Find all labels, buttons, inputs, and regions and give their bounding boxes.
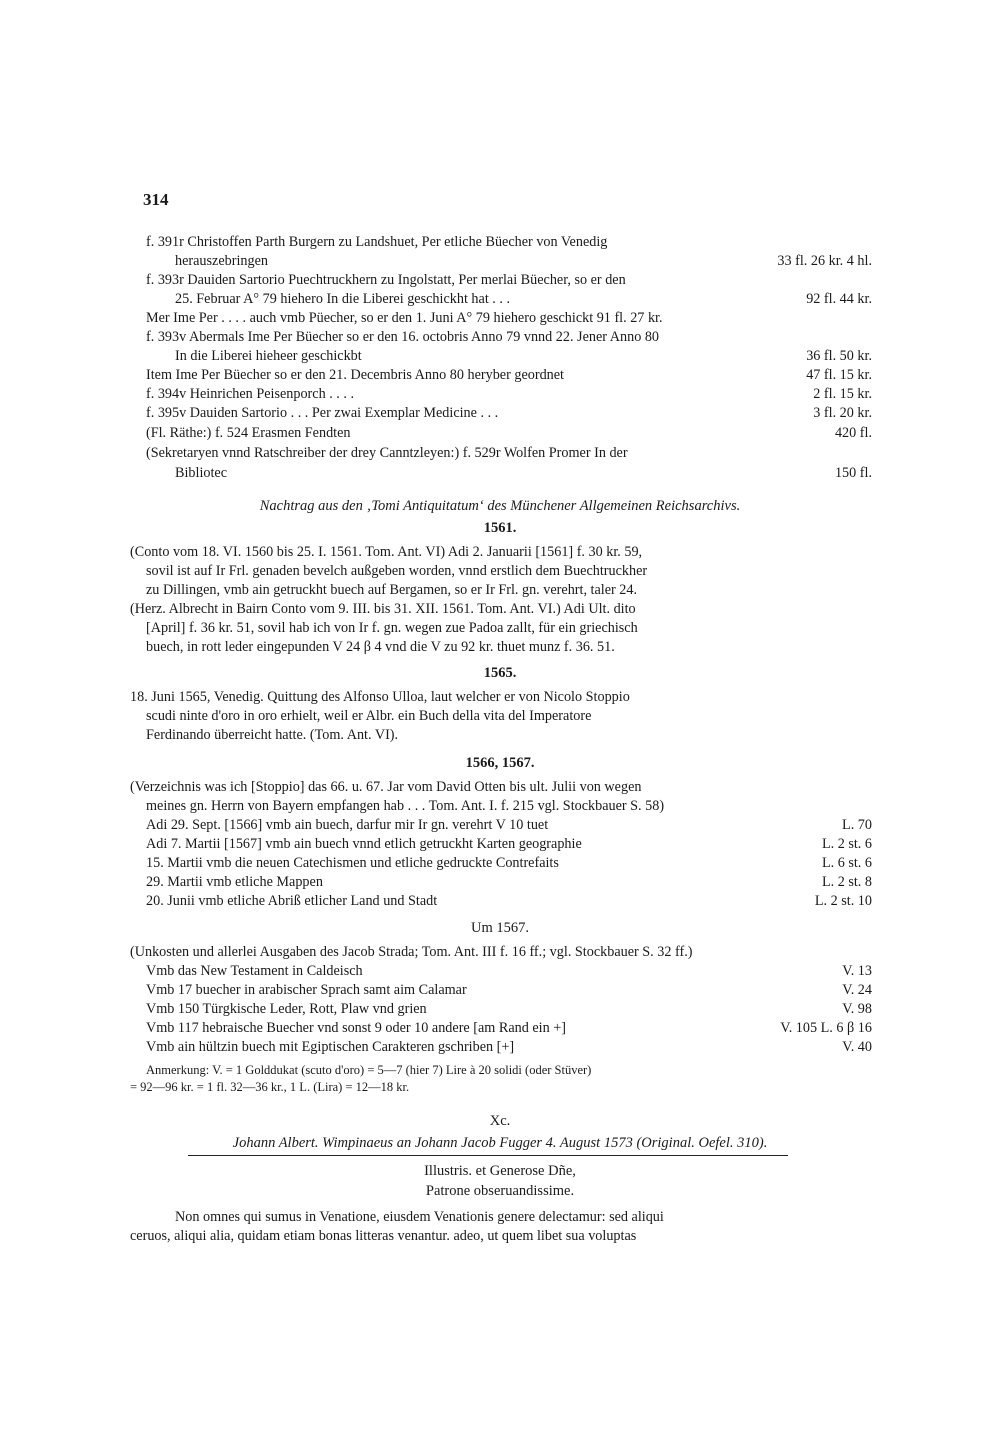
list-item-text: Adi 7. Martii [1567] vmb ain buech vnnd etlich getruckht Karten geographie [146, 836, 582, 852]
entry-amount: 92 fl. 44 kr. [806, 291, 872, 307]
list-item-text: 15. Martii vmb die neuen Catechismen und etliche gedruckte Contrefaits [146, 855, 559, 871]
entry-line [146, 404, 872, 423]
list-item-amount: V. 13 [842, 963, 872, 979]
entry-amount: 36 fl. 50 kr. [806, 348, 872, 364]
entry-line [146, 252, 872, 271]
list-item-text: Vmb 150 Türgkische Leder, Rott, Plaw vnd grien [146, 1001, 427, 1017]
entry-line: f. 393r Dauiden Sartorio Puechtruckhern zu Ingolstatt, Per merlai Büecher, so er den [146, 272, 626, 288]
heading-underline [188, 1155, 788, 1156]
para-line: (Herz. Albrecht in Bairn Conto vom 9. III. bis 31. XII. 1561. Tom. Ant. VI.) Adi Ult. dito [130, 601, 636, 617]
para-line: [April] f. 36 kr. 51, sovil hab ich von Ir f. gn. wegen zue Padoa zallt, für ein griechisch [146, 620, 638, 636]
list-item-text: 29. Martii vmb etliche Mappen [146, 874, 323, 890]
list-item [146, 981, 872, 1000]
list-item [146, 1000, 872, 1019]
para-line: (Conto vom 18. VI. 1560 bis 25. I. 1561. Tom. Ant. VI) Adi 2. Januarii [1561] f. 30 kr. 59, [130, 544, 643, 560]
list-item [146, 962, 872, 981]
list-item-text: Vmb das New Testament in Caldeisch [146, 963, 363, 979]
entry-text: Item Ime Per Büecher so er den 21. Decembris Anno 80 heryber geordnet [146, 367, 564, 383]
letter-line: ceruos, aliqui alia, quidam etiam bonas litteras venantur. adeo, ut quem libet sua voluptas [130, 1228, 637, 1244]
entry-line [146, 464, 872, 483]
nachtrag-heading: Nachtrag aus den ‚Tomi Antiquitatum‘ des Münchener Allgemeinen Reichsarchivs. [259, 498, 741, 514]
entry-line: (Sekretaryen vnnd Ratschreiber der drey Canntzleyen:) f. 529r Wolfen Promer In der [146, 445, 628, 461]
list-item-text: Vmb ain hültzin buech mit Egiptischen Carakteren gschriben [+] [146, 1039, 515, 1055]
para-line: 18. Juni 1565, Venedig. Quittung des Alfonso Ulloa, laut welcher er von Nicolo Stoppio [130, 689, 630, 705]
para-line: sovil ist auf Ir Frl. genaden bevelch außgeben worden, vnnd erstlich dem Buechtruckher [146, 563, 648, 579]
list-item-amount: L. 2 st. 8 [821, 874, 872, 890]
entry-text: herauszebringen [175, 253, 268, 269]
list-item-amount: L. 70 [842, 817, 872, 833]
entry-line [146, 347, 872, 366]
list-item [146, 1019, 872, 1038]
entry-amount: 2 fl. 15 kr. [813, 386, 872, 402]
year-heading-1566: 1566, 1567. [465, 755, 535, 771]
entry-line: f. 391r Christoffen Parth Burgern zu Landshuet, Per etliche Büecher von Venedig [146, 234, 608, 250]
entry-amount: 150 fl. [834, 465, 872, 481]
entry-text: (Fl. Räthe:) f. 524 Erasmen Fendten [146, 425, 351, 441]
para-line: buech, in rott leder eingepunden V 24 β 4 vnd die V zu 92 kr. thuet munz f. 36. 51. [146, 639, 615, 655]
para-line: (Verzeichnis was ich [Stoppio] das 66. u. 67. Jar vom David Otten bis ult. Julii von wegen [130, 779, 642, 795]
salutation-line: Patrone obseruandissime. [425, 1183, 575, 1199]
entry-text: f. 394v Heinrichen Peisenporch . . . . [146, 386, 355, 402]
para-line: scudi ninte d'oro in oro erhielt, weil er Albr. ein Buch della vita del Imperatore [146, 708, 592, 724]
list-item [146, 854, 872, 873]
list-item-amount: L. 2 st. 10 [814, 893, 872, 909]
entry-text: f. 395v Dauiden Sartorio . . . Per zwai Exemplar Medicine . . . [146, 405, 499, 421]
list-item-amount: V. 40 [842, 1039, 872, 1055]
year-heading-um1567: Um 1567. [471, 920, 529, 936]
list-item [146, 873, 872, 892]
para-line: zu Dillingen, vmb ain getruckht buech auf Bergamen, so er Ir Frl. gn. verehrt, taler 24. [146, 582, 638, 598]
list-item [146, 1038, 872, 1057]
year-heading-1561: 1561. [483, 520, 517, 536]
para-line: (Unkosten und allerlei Ausgaben des Jacob Strada; Tom. Ant. III f. 16 ff.; vgl. Stockbauer S. 32 ff.) [130, 944, 693, 960]
list-item-text: Vmb 117 hebraische Buecher vnd sonst 9 oder 10 andere [am Rand ein +] [146, 1020, 566, 1036]
note-line: Anmerkung: V. = 1 Golddukat (scuto d'oro) = 5—7 (hier 7) Lire à 20 solidi (oder Stüver) [146, 1063, 592, 1077]
note-line: = 92—96 kr. = 1 fl. 32—36 kr., 1 L. (Lira) = 12—18 kr. [130, 1080, 410, 1094]
entry-line: Mer Ime Per . . . . auch vmb Püecher, so er den 1. Juni A° 79 hiehero geschickt 91 fl. 27 kr. [146, 310, 663, 326]
entry-line [146, 290, 872, 309]
entry-text: Bibliotec [175, 465, 228, 481]
entry-amount: 47 fl. 15 kr. [806, 367, 872, 383]
list-item-text: 20. Junii vmb etliche Abriß etlicher Land und Stadt [146, 893, 438, 909]
list-item-amount: L. 2 st. 6 [821, 836, 872, 852]
entry-line [146, 424, 872, 443]
list-item-text: Vmb 17 buecher in arabischer Sprach samt aim Calamar [146, 982, 467, 998]
year-heading-1565: 1565. [483, 665, 517, 681]
list-item [146, 816, 872, 835]
entry-text: 25. Februar A° 79 hiehero In die Liberei geschickht hat . . . [175, 291, 511, 307]
list-item-amount: V. 98 [842, 1001, 872, 1017]
page-number: 314 [143, 190, 169, 209]
list-item-amount: V. 105 L. 6 β 16 [780, 1020, 872, 1036]
entry-amount: 420 fl. [834, 425, 872, 441]
letter-heading: Johann Albert. Wimpinaeus an Johann Jacob Fugger 4. August 1573 (Original. Oefel. 310). [232, 1135, 768, 1151]
section-heading-xc: Xc. [489, 1113, 511, 1129]
list-item [146, 892, 872, 911]
entry-amount: 3 fl. 20 kr. [813, 405, 872, 421]
entry-amount: 33 fl. 26 kr. 4 hl. [777, 253, 872, 269]
entry-line: f. 393v Abermals Ime Per Büecher so er den 16. octobris Anno 79 vnnd 22. Jener Anno 80 [146, 329, 660, 345]
entry-line [146, 366, 872, 385]
para-line: Ferdinando überreicht hatte. (Tom. Ant. VI). [146, 727, 399, 743]
para-line: meines gn. Herrn von Bayern empfangen hab . . . Tom. Ant. I. f. 215 vgl. Stockbauer S. 58) [146, 798, 665, 814]
list-item [146, 835, 872, 854]
list-item-amount: V. 24 [842, 982, 872, 998]
letter-line: Non omnes qui sumus in Venatione, eiusdem Venationis genere delectamur: sed aliqui [175, 1209, 664, 1225]
entry-text: In die Liberei hieheer geschickbt [175, 348, 362, 364]
list-item-amount: L. 6 st. 6 [821, 855, 872, 871]
entry-line [146, 385, 872, 404]
list-item-text: Adi 29. Sept. [1566] vmb ain buech, darfur mir Ir gn. verehrt V 10 tuet [146, 817, 549, 833]
salutation-line: Illustris. et Generose Dñe, [424, 1163, 576, 1179]
